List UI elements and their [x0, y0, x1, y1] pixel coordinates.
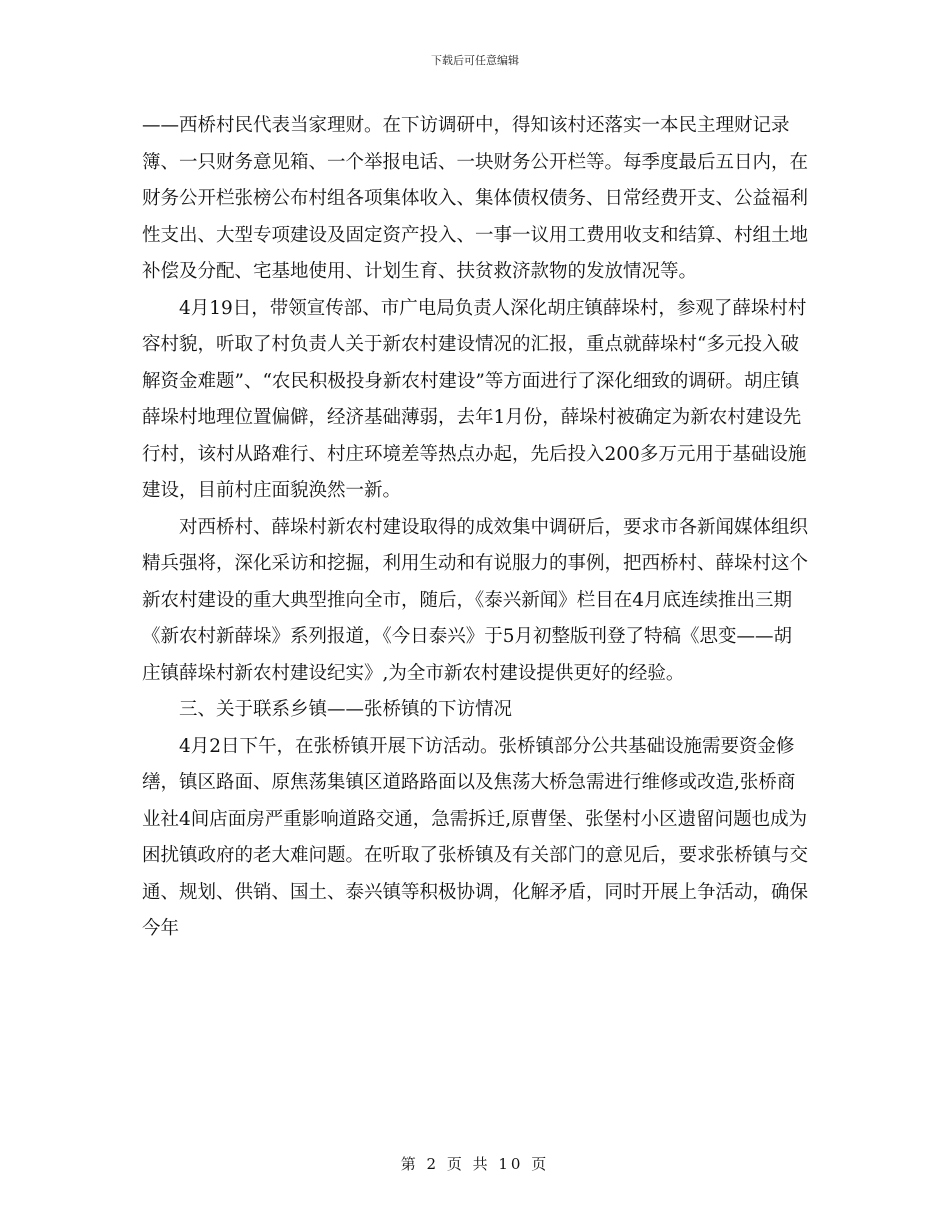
document-body: [142, 108, 810, 948]
paragraph-2: 4月19日，带领宣传部、市广电局负责人深化胡庄镇薛垛村，参观了薛垛村村容村貌，听取了村负责人关于新农村建设情况的汇报，重点就薛垛村“多元投入破解资金难题”、“农民积极投身新农村建设”等方面进行了深化细致的调研。胡庄镇薛垛村地理位置偏僻，经济基础薄弱，去年1月份，薛垛村被确定为新农村建设先行村，该村从路难行、村庄环境差等热点办起，先后投入200多万元用于基础设施建设，目前村庄面貌涣然一新。: [142, 297, 807, 501]
section-heading-3: 三、关于联系乡镇——张桥镇的下访情况: [179, 699, 513, 720]
paragraph-1: ——西桥村民代表当家理财。在下访调研中，得知该村还落实一本民主理财记录簿、一只财务意见箱、一个举报电话、一块财务公开栏等。每季度最后五日内，在财务公开栏张榜公布村组各项集体收入、集体债权债务、日常经费开支、公益福利性支出、大型专项建设及固定资产投入、一事一议用工费用收支和结算、村组土地补偿及分配、宅基地使用、计划生育、扶贫救济款物的发放情况等。: [142, 115, 809, 282]
paragraph-4: 4月2日下午，在张桥镇开展下访活动。张桥镇部分公共基础设施需要资金修缮，镇区路面、原焦荡集镇区道路路面以及焦荡大桥急需进行维修或改造,张桥商业社4间店面房严重影响道路交通，急需拆迁,原曹堡、张堡村小区遗留问题也成为困扰镇政府的老大难问题。在听取了张桥镇及有关部门的意见后，要求张桥镇与交通、规划、供销、国土、泰兴镇等积极协调，化解矛盾，同时开展上争活动，确保今年: [142, 735, 809, 939]
page-footer: 第 2 页 共 10 页: [400, 1155, 550, 1173]
page-header: 下载后可任意编辑: [431, 54, 519, 67]
paragraph-3: 对西桥村、薛垛村新农村建设取得的成效集中调研后，要求市各新闻媒体组织精兵强将，深化采访和挖掘，利用生动和有说服力的事例，把西桥村、薛垛村这个新农村建设的重大典型推向全市，随后，《泰兴新闻》栏目在4月底连续推出三期《新农村新薛垛》系列报道，《今日泰兴》于5月初整版刊登了特稿《思变——胡庄镇薛垛村新农村建设纪实》,为全市新农村建设提供更好的经验。: [142, 516, 809, 684]
